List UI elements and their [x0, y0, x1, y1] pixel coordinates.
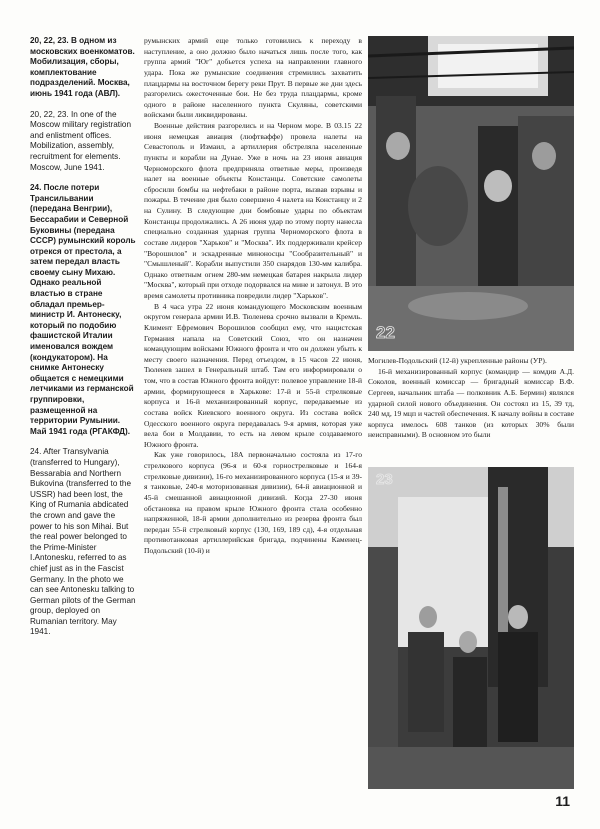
body-paragraph: Могилев-Подольский (12-й) укрепленные районы (УР).: [368, 356, 547, 365]
main-text-column: [144, 36, 362, 557]
body-paragraph: Военные действия разгорелись и на Черном море. В 03.15 22 июня немецкая авиация (люфтваффе) провела налеты на Севастополь и Измаил, а артиллерия обстреляла населенные пункты и корабли на Дунае. Уже в ночь на 23 июня авиация Черноморского флота предприняла ответные меры, произведя налет на военные объекты Констанцы. Советские самолеты сбросили бомбы на нефтебаки в районе порта, вызвав взрывы и пожары. В течение дня было совершено 4 налета на Констанцу и 2 на Сулину. В следующие дни бомбовые удары по объектам Констанцы продолжались. А 26 июня удар по этому порту нанесла специально созданная ударная группа Черноморского флота в составе лидеров "Харьков" и "Москва". Их поддерживали крейсер "Ворошилов" и эскадренные миноносцы "Сообразительный" и "Смышленый". Корабли выпустили 350 снарядов 130-мм калибра. Однако ответным огнем 280-мм немецкая батарея накрыла лидер "Москва", который при отходе подорвался на мине и затонул. В это время самолеты противника повредили лидер "Харьков".: [144, 121, 362, 300]
photo-number: 22: [376, 323, 395, 342]
body-paragraph: румынских армий еще только готовились к переходу в наступление, а оно должно было начаться лишь после того, как группа армий "Юг" добьется успеха на направлении главного удара. Пока же румынские соединения стремились захватить плацдармы на восточном берегу реки Прут. В первые же дни здесь разгорелись ожесточенные бои. Не без труда плацдармы, кроме одного в районе населенного пункта Скуляны, советскими войсками были ликвидированы.: [144, 36, 362, 120]
photo-image: [368, 36, 574, 351]
caption-en: 24. After Transylvania (transferred to Hungary), Bessarabia and Northern Bukovina (transferred to the USSR) had been lost, the King of Rumania abdicated the crown and gave the power to his son Mihai. But the real power belonged to the Prime-Minister I.Antonesku, referred to as chief just as in the Fascist Germany. In the photo we can see Antonesku talking to German pilots of the German group, deployed on Rumanian territory. May 1941.: [30, 447, 136, 637]
body-paragraph: Как уже говорилось, 18А первоначально состояла из 17-го стрелкового корпуса (96-я и 60-я горнострелковые и 164-я стрелковые дивизии), 16-го механизированного корпуса (15-я и 39-я танковые, 240-я моторизованная дивизии), 64-й авиационной и 45-й смешанной авиационной дивизий. Когда 27-30 июня обстановка на правом крыле Южного фронта стала особенно напряженной, 18-й армии дополнительно из резерва фронта был передан 55-й стрелковый корпус (130, 169, 189 сд), 4-я отдельная противотанковая артиллерийская бригада, подчинены Каменец-Подольский (10-й) и: [144, 450, 362, 555]
photo-mobilization: [368, 36, 574, 351]
caption-en: 20, 22, 23. In one of the Moscow military registration and enlistment offices. Mobilization, assembly, recruitment for elements. Moscow, June 1941.: [30, 109, 132, 172]
photo-number: 23: [376, 471, 393, 488]
caption-column: [30, 36, 136, 648]
right-text-column: [368, 356, 574, 441]
body-paragraph: 16-й механизированный корпус (командир — комдив А.Д. Соколов, военный комиссар — бригадный комиссар В.Ф. Сергеев, начальник штаба — полковник А.Б. Бермин) являлся ударной силой нового объединения. Он состоял из 15, 39 тд, 240 мд, 19 мцп и частей обеспечения. К началу войны в составе корпуса имелось 608 танков (из которых 30% были неисправными). В основном это были: [368, 366, 574, 440]
photo-antonescu: [368, 467, 574, 789]
page-number: 11: [555, 793, 570, 809]
caption-ru: 24. После потери Трансильвании (передана Венгрии), Бессарабии и Северной Буковины (передана СССР) румынский король отрекся от престола, а затем передал власть своему сыну Михаю. Однако реальной властью в стране обладал премьер-министр И. Антонеску, который по подобию фашистской Италии именовался вождем (кондукатором). На снимке Антонеску общается с немецкими летчиками из германской группировки, размещенной на территории Румынии. Май 1941 года (РГАКФД).: [30, 183, 136, 436]
body-paragraph: В 4 часа утра 22 июня командующего Московским военным округом генерала армии И.В. Тюленева срочно вызвали в Кремль. Климент Ефремович Ворошилов сообщил ему, что нацистская Германия напала на Советский Союз, что он назначен командующим войсками Южного фронта и что он должен убыть к месту своего назначения. Перед отъездом, в 15 часов 22 июня, Тюленев зашел в Генеральный штаб. Там его информировали о том, что в состав Южного фронта войдут: полевое управление 18-й армии, формирующееся в Харькове: 17-й и 55-й стрелковые корпуса и 16-й механизированный корпус, передаваемые из состава войск Киевского военного округа. Из состава войск Одесского военного округа передавалась 9-я армия, которая уже вела бои в Молдавии, то есть на левом крыле создаваемого Южного фронта.: [144, 301, 362, 449]
caption-ru: 20, 22, 23. В одном из московских военкоматов. Мобилизация, сборы, комплектование подразделений. Москва, июнь 1941 года (АВЛ).: [30, 36, 135, 98]
photo-image: [368, 467, 574, 789]
